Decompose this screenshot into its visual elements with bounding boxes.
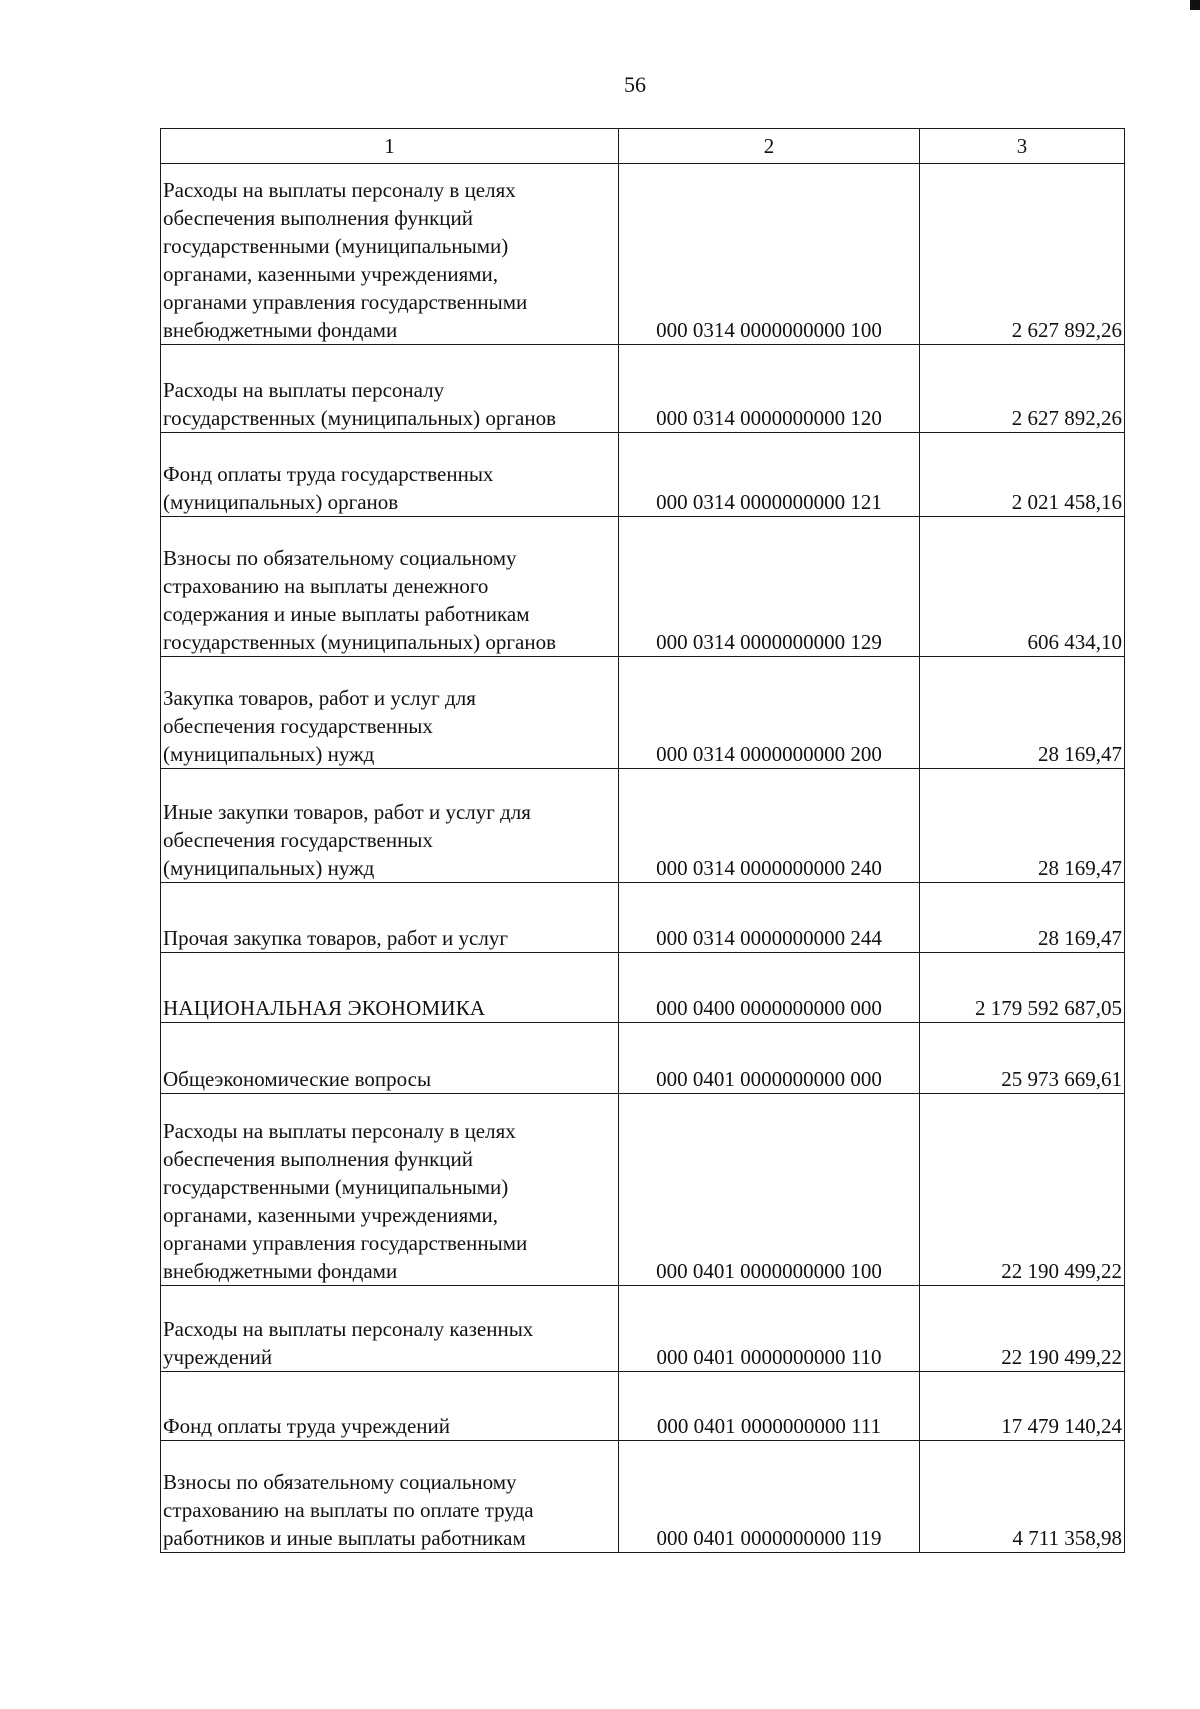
row-code: 000 0314 0000000000 200 — [619, 657, 920, 769]
row-amount: 22 190 499,22 — [920, 1094, 1125, 1286]
row-name: Закупка товаров, работ и услуг для обеспечения государственных (муниципальных) нужд — [161, 657, 619, 769]
table-row — [161, 164, 1125, 345]
table-row — [161, 1286, 1125, 1372]
table-row — [161, 769, 1125, 883]
scan-edge-mark — [1190, 0, 1200, 10]
table-row — [161, 1023, 1125, 1094]
row-amount: 28 169,47 — [920, 769, 1125, 883]
row-name: Расходы на выплаты персоналу в целях обеспечения выполнения функций государственными (муниципальными) органами, казенными учреждениями, органами управления государственными внебюджетными фондами — [161, 164, 619, 345]
row-name: Иные закупки товаров, работ и услуг для обеспечения государственных (муниципальных) нужд — [161, 769, 619, 883]
row-amount: 2 627 892,26 — [920, 164, 1125, 345]
row-amount: 2 021 458,16 — [920, 433, 1125, 517]
row-name: НАЦИОНАЛЬНАЯ ЭКОНОМИКА — [161, 953, 619, 1023]
row-code: 000 0314 0000000000 129 — [619, 517, 920, 657]
row-code: 000 0400 0000000000 000 — [619, 953, 920, 1023]
row-code: 000 0314 0000000000 244 — [619, 883, 920, 953]
row-name: Взносы по обязательному социальному страхованию на выплаты денежного содержания и иные выплаты работникам государственных (муниципальных) органов — [161, 517, 619, 657]
column-header-2: 2 — [619, 129, 920, 164]
row-amount: 4 711 358,98 — [920, 1441, 1125, 1553]
row-code: 000 0314 0000000000 120 — [619, 345, 920, 433]
table-row — [161, 1372, 1125, 1441]
row-amount: 28 169,47 — [920, 657, 1125, 769]
table-row — [161, 433, 1125, 517]
table-row — [161, 657, 1125, 769]
table-row — [161, 953, 1125, 1023]
table-row — [161, 517, 1125, 657]
row-name: Взносы по обязательному социальному страхованию на выплаты по оплате труда работников и иные выплаты работникам — [161, 1441, 619, 1553]
row-code: 000 0401 0000000000 111 — [619, 1372, 920, 1441]
row-code: 000 0314 0000000000 121 — [619, 433, 920, 517]
row-name: Фонд оплаты труда учреждений — [161, 1372, 619, 1441]
row-code: 000 0314 0000000000 100 — [619, 164, 920, 345]
row-amount: 606 434,10 — [920, 517, 1125, 657]
table-row — [161, 345, 1125, 433]
row-amount: 28 169,47 — [920, 883, 1125, 953]
row-amount: 17 479 140,24 — [920, 1372, 1125, 1441]
table-row — [161, 883, 1125, 953]
column-header-1: 1 — [161, 129, 619, 164]
row-name: Расходы на выплаты персоналу казенных учреждений — [161, 1286, 619, 1372]
page-number: 56 — [624, 72, 646, 97]
row-code: 000 0401 0000000000 100 — [619, 1094, 920, 1286]
row-amount: 2 179 592 687,05 — [920, 953, 1125, 1023]
row-amount: 25 973 669,61 — [920, 1023, 1125, 1094]
row-name: Фонд оплаты труда государственных (муниципальных) органов — [161, 433, 619, 517]
row-name: Расходы на выплаты персоналу в целях обеспечения выполнения функций государственными (муниципальными) органами, казенными учреждениями, органами управления государственными внебюджетными фондами — [161, 1094, 619, 1286]
row-name: Общеэкономические вопросы — [161, 1023, 619, 1094]
row-code: 000 0401 0000000000 119 — [619, 1441, 920, 1553]
budget-table — [160, 128, 1125, 1553]
column-header-3: 3 — [920, 129, 1125, 164]
row-code: 000 0314 0000000000 240 — [619, 769, 920, 883]
table-header-row — [161, 129, 1125, 164]
row-name: Расходы на выплаты персоналу государственных (муниципальных) органов — [161, 345, 619, 433]
table-row — [161, 1441, 1125, 1553]
row-code: 000 0401 0000000000 110 — [619, 1286, 920, 1372]
row-name: Прочая закупка товаров, работ и услуг — [161, 883, 619, 953]
row-code: 000 0401 0000000000 000 — [619, 1023, 920, 1094]
table-row — [161, 1094, 1125, 1286]
row-amount: 22 190 499,22 — [920, 1286, 1125, 1372]
row-amount: 2 627 892,26 — [920, 345, 1125, 433]
